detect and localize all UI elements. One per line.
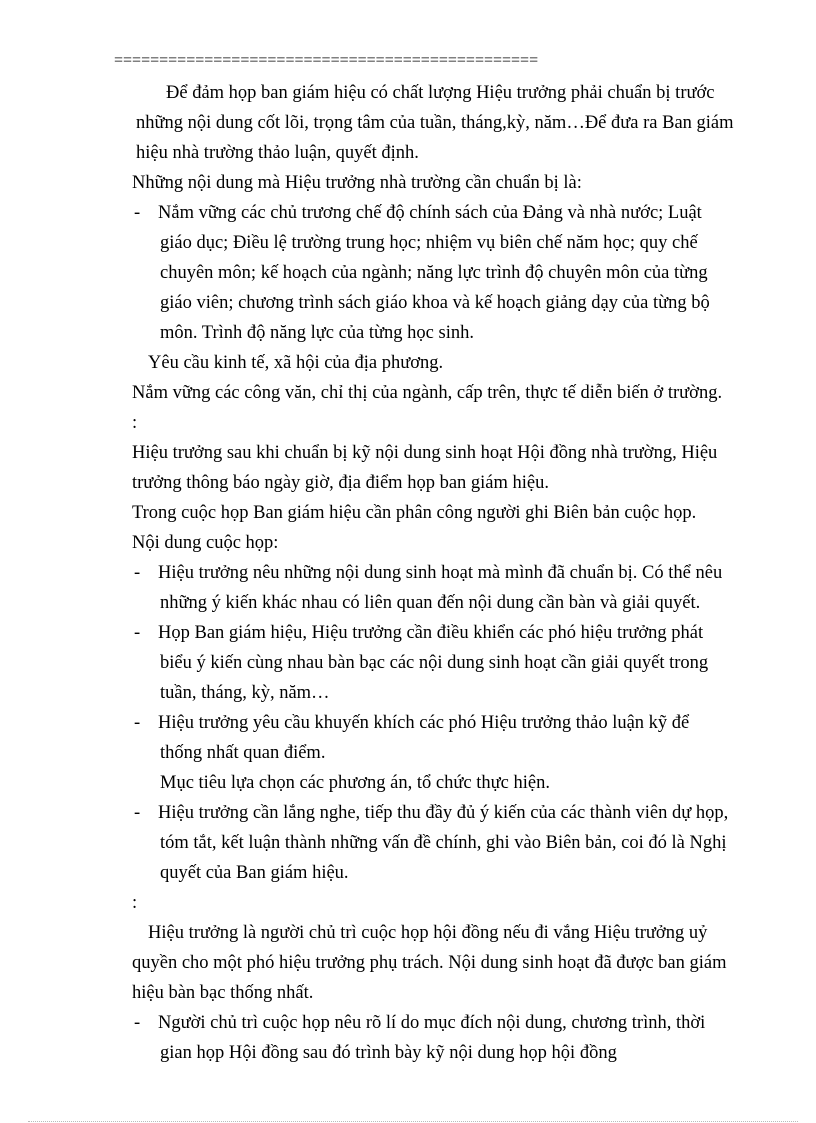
paragraph-line: hiệu nhà trường thảo luận, quyết định. xyxy=(136,143,419,163)
paragraph-line: hiệu bàn bạc thống nhất. xyxy=(132,983,314,1003)
bullet-continuation: tóm tắt, kết luận thành những vấn đề chính, ghi vào Biên bản, coi đó là Nghị xyxy=(160,833,727,853)
bullet-item xyxy=(134,1008,736,1038)
paragraph-line: Yêu cầu kinh tế, xã hội của địa phương. xyxy=(148,353,444,373)
paragraph-line: quyền cho một phó hiệu trưởng phụ trách. Nội dung sinh hoạt đã được ban giám xyxy=(132,953,727,973)
bullet-dash: - xyxy=(134,803,141,823)
bullet-dash: - xyxy=(134,563,141,583)
bullet-text: Hiệu trưởng yêu cầu khuyến khích các phó Hiệu trưởng thảo luận kỹ để xyxy=(158,713,690,733)
paragraph-line: Để đảm họp ban giám hiệu có chất lượng Hiệu trưởng phải chuẩn bị trước xyxy=(166,83,715,103)
paragraph-line: Nắm vững các công văn, chỉ thị của ngành, cấp trên, thực tế diễn biến ở trường. xyxy=(132,383,723,403)
bullet-text: Người chủ trì cuộc họp nêu rõ lí do mục đích nội dung, chương trình, thời xyxy=(158,1013,706,1033)
paragraph-line: trưởng thông báo ngày giờ, địa điểm họp ban giám hiệu. xyxy=(132,473,549,493)
bullet-dash: - xyxy=(134,1013,141,1033)
bullet-continuation: quyết của Ban giám hiệu. xyxy=(160,863,349,883)
section-heading-buoc3 xyxy=(132,888,736,918)
bullet-text: Họp Ban giám hiệu, Hiệu trưởng cần điều khiển các phó hiệu trưởng phát xyxy=(158,623,704,643)
paragraph-line: Hiệu trưởng sau khi chuẩn bị kỹ nội dung sinh hoạt Hội đồng nhà trường, Hiệu xyxy=(132,443,718,463)
paragraph-line: Trong cuộc họp Ban giám hiệu cần phân công người ghi Biên bản cuộc họp. xyxy=(132,503,697,523)
page-bottom-dotted-border xyxy=(28,1121,798,1122)
bullet-item xyxy=(134,558,736,588)
bullet-item xyxy=(134,798,736,828)
bullet-continuation: Mục tiêu lựa chọn các phương án, tổ chức thực hiện. xyxy=(160,773,550,793)
bullet-continuation: biểu ý kiến cùng nhau bàn bạc các nội dung sinh hoạt cần giải quyết trong xyxy=(160,653,709,673)
section-heading-buoc2 xyxy=(132,408,736,438)
bullet-continuation: tuần, tháng, kỳ, năm… xyxy=(160,683,330,703)
bullet-dash: - xyxy=(134,623,141,643)
bullet-continuation: thống nhất quan điểm. xyxy=(160,743,326,763)
bullet-dash: - xyxy=(134,203,141,223)
bullet-dash: - xyxy=(134,713,141,733)
paragraph-line: Nội dung cuộc họp: xyxy=(132,533,279,553)
paragraph-line: Những nội dung mà Hiệu trưởng nhà trường cần chuẩn bị là: xyxy=(132,173,582,193)
bullet-continuation: chuyên môn; kế hoạch của ngành; năng lực trình độ chuyên môn của từng xyxy=(160,263,708,283)
bullet-continuation: giáo viên; chương trình sách giáo khoa và kế hoạch giảng dạy của từng bộ xyxy=(160,293,710,313)
bullet-text: Hiệu trưởng cần lắng nghe, tiếp thu đầy đủ ý kiến của các thành viên dự họp, xyxy=(158,803,729,823)
heading-colon: : xyxy=(132,893,138,913)
document-body xyxy=(132,78,736,1068)
bullet-item xyxy=(134,618,736,648)
bullet-continuation: những ý kiến khác nhau có liên quan đến nội dung cần bàn và giải quyết. xyxy=(160,593,701,613)
bullet-item xyxy=(134,198,736,228)
bullet-continuation: gian họp Hội đồng sau đó trình bày kỹ nội dung họp hội đồng xyxy=(160,1043,617,1063)
paragraph-line: Hiệu trưởng là người chủ trì cuộc họp hội đồng nếu đi vắng Hiệu trưởng uỷ xyxy=(148,923,708,943)
bullet-text: Hiệu trưởng nêu những nội dung sinh hoạt mà mình đã chuẩn bị. Có thể nêu xyxy=(158,563,723,583)
paragraph-line: những nội dung cốt lõi, trọng tâm của tuần, tháng,kỳ, năm…Để đưa ra Ban giám xyxy=(136,113,734,133)
bullet-item xyxy=(134,708,736,738)
bullet-continuation: giáo dục; Điều lệ trường trung học; nhiệm vụ biên chế năm học; quy chế xyxy=(160,233,698,253)
bullet-continuation: môn. Trình độ năng lực của từng học sinh. xyxy=(160,323,474,343)
bullet-text: Nắm vững các chủ trương chế độ chính sách của Đảng và nhà nước; Luật xyxy=(158,203,702,223)
top-separator-rule: =============================================== xyxy=(114,52,539,69)
heading-colon: : xyxy=(132,413,138,433)
